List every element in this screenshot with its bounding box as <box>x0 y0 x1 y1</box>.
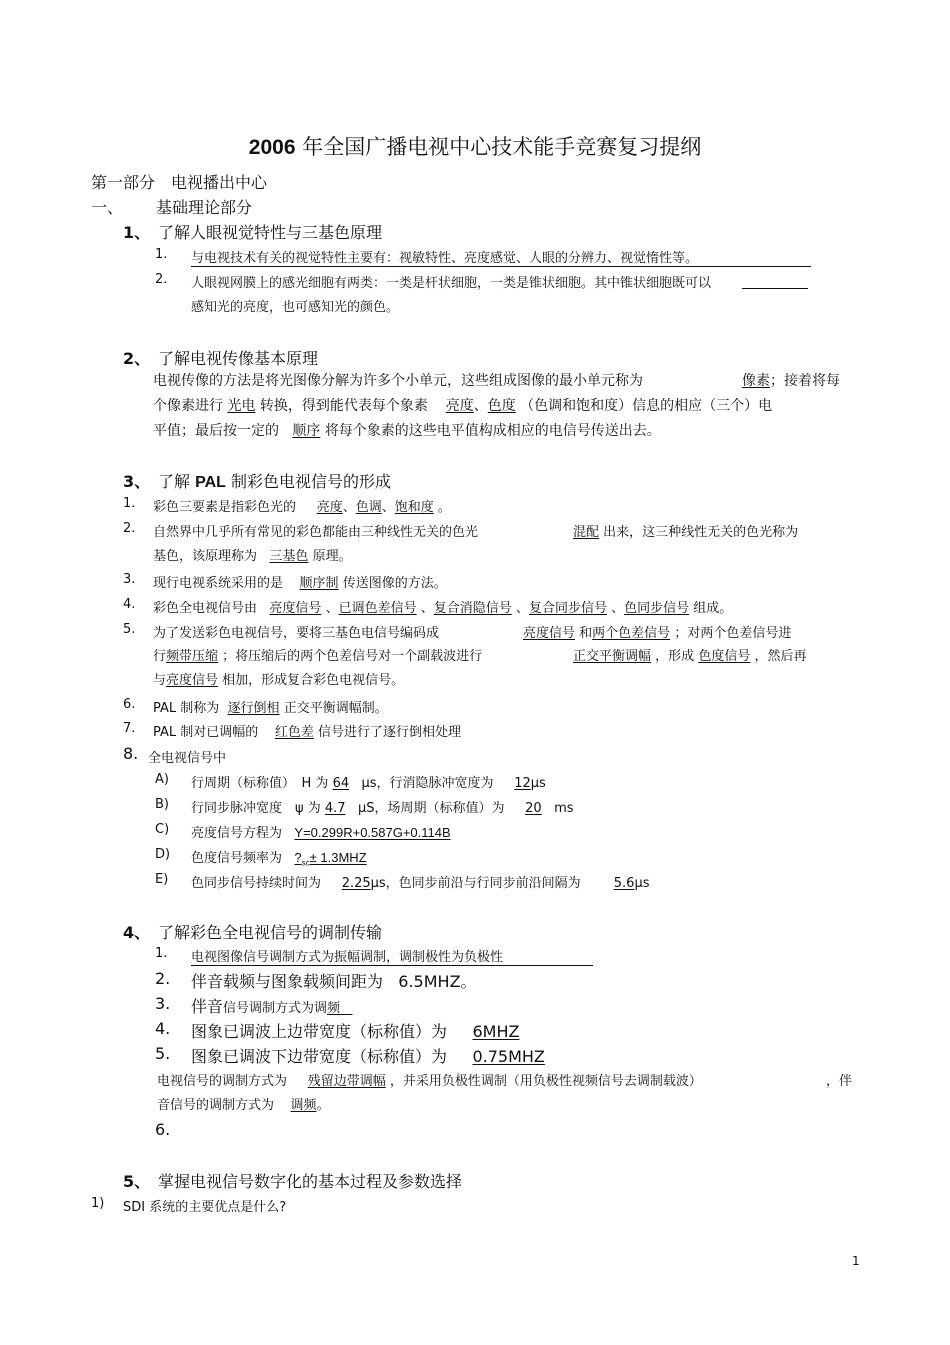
list-item-continuation: 感知光的亮度，也可感知光的颜色。 <box>191 300 400 315</box>
heading-3-number: 3、 <box>123 472 151 491</box>
list-item: PAL 制称为 逐行倒相 正交平衡调幅制。 <box>153 701 388 716</box>
heading-1: 了解人眼视觉特性与三基色原理 <box>158 223 383 242</box>
heading-5: 掌握电视信号数字化的基本过程及参数选择 <box>158 1172 463 1191</box>
item-number: 1. <box>155 946 168 961</box>
list-item: 为了发送彩色电视信号，要将三基色电信号编码成 <box>153 626 440 641</box>
item-number: 8. <box>123 744 139 763</box>
sub-item-letter: B) <box>155 797 169 812</box>
item-number: 6. <box>155 1120 171 1139</box>
paragraph-line: 电视传像的方法是将光图像分解为许多个小单元，这些组成图像的最小单元称为 <box>153 373 643 389</box>
answer-blank: 色度 <box>487 398 516 414</box>
list-item: 彩色三要素是指彩色光的 亮度、色调、饱和度 。 <box>153 500 451 515</box>
list-item: 电视图像信号调制方式为振幅调制，调制极性为负极性 <box>191 946 593 966</box>
heading-4: 了解彩色全电视信号的调制传输 <box>158 923 383 942</box>
answer-blank: 顺序 <box>292 423 321 439</box>
list-item: 混配 出来，这三种线性无关的色光称为 <box>573 525 799 540</box>
item-number: 3. <box>123 572 136 587</box>
section-heading: 基础理论部分 <box>156 198 253 217</box>
list-item-continuation: 基色，该原理称为 三基色 原理。 <box>153 549 352 564</box>
list-item: 图象已调波下边带宽度（标称值）为 0.75MHZ <box>191 1047 545 1066</box>
heading-2: 了解电视传像基本原理 <box>158 349 319 368</box>
page-number: 1 <box>852 1254 860 1268</box>
paragraph-line: 电视信号的调制方式为 残留边带调幅 ，并采用负极性调制（用负极性视频信号去调制载波） <box>157 1074 702 1089</box>
item-number: 5. <box>123 622 136 637</box>
part-heading: 第一部分 电视播出中心 <box>91 173 268 192</box>
answer-blank: 像素 <box>742 373 770 389</box>
sub-item-letter: D) <box>155 847 171 862</box>
heading-1-number: 1、 <box>123 223 151 242</box>
item-number: 4. <box>123 597 136 612</box>
question-text: SDI 系统的主要优点是什么? <box>123 1200 287 1215</box>
list-item: 亮度信号 和两个色差信号 ；对两个色差信号进 <box>523 626 792 641</box>
list-item: 伴音载频与图象载频间距为 6.5MHZ。 <box>191 972 477 991</box>
list-item: 现行电视系统采用的是 顺序制 传送图像的方法。 <box>153 576 447 591</box>
sub-item: 行周期（标称值） H 为 64 μs，行消隐脉冲宽度为 12μs <box>191 776 546 791</box>
paragraph-line: 平值；最后按一定的 顺序 将每个象素的这些电平值构成相应的电信号传送出去。 <box>153 423 661 439</box>
list-item: 全电视信号中 <box>148 751 227 766</box>
item-number: 7. <box>123 721 136 736</box>
item-number: 1. <box>155 247 168 262</box>
item-number: 4. <box>155 1019 171 1038</box>
sub-item: 色同步信号持续时间为 2.25μs，色同步前沿与行同步前沿间隔为 5.6μs <box>191 876 650 891</box>
answer-underline <box>742 288 808 289</box>
item-number: 2. <box>155 969 171 988</box>
paragraph-line: ，伴 <box>826 1074 853 1089</box>
heading-3: 了解 PAL 制彩色电视信号的形成 <box>158 472 391 491</box>
heading-5-number: 5、 <box>123 1172 151 1191</box>
list-item: 自然界中几乎所有常见的彩色都能由三种线性无关的色光 <box>153 525 479 540</box>
paragraph-line: 音信号的调制方式为 调频。 <box>157 1098 330 1113</box>
section-number: 一、 <box>91 198 124 217</box>
page-title: 2006 年全国广播电视中心技术能手竞赛复习提纲 <box>248 135 702 159</box>
heading-2-number: 2、 <box>123 349 151 368</box>
answer-blank: 亮度 <box>445 398 474 414</box>
item-number: 2. <box>155 272 168 287</box>
list-item-continuation: 与亮度信号 相加，形成复合彩色电视信号。 <box>153 673 405 688</box>
item-number: 5. <box>155 1044 171 1063</box>
paragraph-line: 像素；接着将每 <box>742 373 840 389</box>
answer-blank: 光电 <box>227 398 256 414</box>
sub-item: 行同步脉冲宽度 ψ 为 4.7 μS，场周期（标称值）为 20 ms <box>191 801 574 816</box>
list-item: 伴音信号调制方式为调频 <box>191 997 341 1016</box>
item-number: 6. <box>123 697 136 712</box>
list-item: 人眼视网膜上的感光细胞有两类：一类是杆状细胞，一类是锥状细胞。其中锥状细胞既可以 <box>191 276 712 291</box>
item-number: 2. <box>123 521 136 536</box>
list-item-continuation: 行频带压缩 ；将压缩后的两个色差信号对一个副载波进行 <box>153 649 483 664</box>
list-item: 图象已调波上边带宽度（标称值）为 6MHZ <box>191 1022 520 1041</box>
sub-item-letter: E) <box>155 872 169 887</box>
paragraph-line: 个像素进行 光电 转换，得到能代表每个象素 亮度、色度 （色调和饱和度）信息的相应（三个）电 <box>153 398 773 414</box>
list-item: PAL 制对已调幅的 红色差 信号进行了逐行倒相处理 <box>153 725 461 740</box>
item-number: 3. <box>155 994 171 1013</box>
sub-item: 色度信号频率为 $?_{sc}\pm 1.3MHZ$ <box>191 850 367 868</box>
list-item-continuation: 正交平衡调幅 ，形成 色度信号 ，然后再 <box>573 649 807 664</box>
list-item: 与电视技术有关的视觉特性主要有：视敏特性、亮度感觉、人眼的分辨力、视觉惰性等。 <box>191 247 811 267</box>
question-number: 1) <box>91 1196 105 1211</box>
sub-item-letter: C) <box>155 822 170 837</box>
heading-4-number: 4、 <box>123 923 151 942</box>
item-number: 1. <box>123 496 136 511</box>
list-item: 彩色全电视信号由 亮度信号 、已调色差信号 、复合消隐信号 、复合同步信号 、色同步信号 组成。 <box>153 601 733 616</box>
sub-item: 亮度信号方程为 Y=0.299R+0.587G+0.114B <box>191 825 451 841</box>
sub-item-letter: A) <box>155 772 169 787</box>
